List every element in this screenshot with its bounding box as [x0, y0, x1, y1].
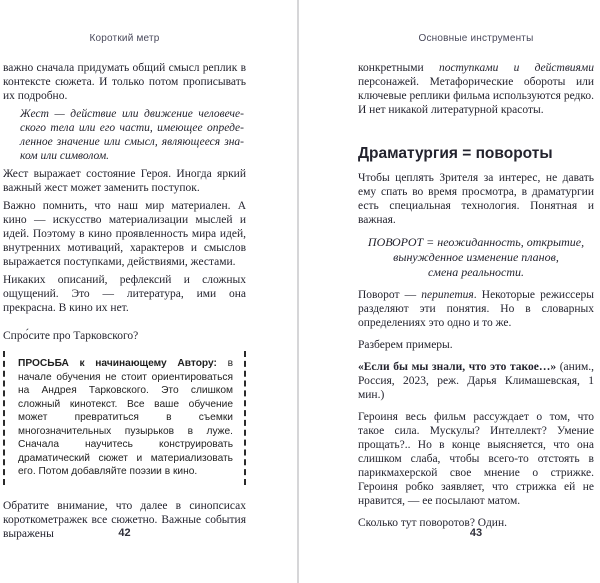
paragraph: конкретными поступками и действиями персонажей. Метафорические обороты или ключевые реплики фильма используются редко. И нет никакой литературной красоты. — [358, 62, 594, 116]
running-header: Короткий метр — [89, 33, 160, 44]
paragraph: Никаких описаний, рефлексий и сложных ощущений. Это — литература, ими она прекрасна. В кино их нет. — [3, 274, 246, 314]
section-heading: Драматургия = повороты — [358, 145, 553, 162]
page-gutter-divider — [297, 0, 299, 583]
paragraph: Поворот — перипетия. Некоторые режиссеры разделяют эти понятия. Но в словарных определениях это одно и то же. — [358, 289, 594, 329]
pull-quote: ПОВОРОТ = неожиданность, открытие, вынужденное изменение планов, смена реальности. — [367, 235, 585, 279]
left-page[interactable] — [3, 0, 246, 583]
paragraph: Важно помнить, что наш мир материален. А кино — искусство материализации мыслей и идей. Поэтому в кино проявленность мира идей, внутренних мотиваций, характеров и смыслов выражается поступками, действиями, жестами. — [3, 200, 246, 268]
right-page-body — [358, 61, 594, 530]
page-number: 42 — [118, 527, 131, 539]
paragraph: Сколько тут поворотов? Один. — [358, 517, 507, 529]
right-page[interactable] — [358, 0, 594, 583]
paragraph: Спро́сите про Тарковского? — [3, 330, 139, 342]
running-header: Основные инструменты — [418, 33, 534, 44]
paragraph: «Если бы мы знали, что это такое…» (аним., Россия, 2023, реж. Дарья Климашевская, 1 мин.) — [358, 361, 594, 401]
left-page-body — [3, 61, 246, 541]
paragraph: Героиня весь фильм рассуждает о том, что такое сила. Мускулы? Интеллект? Умение прощать?.. Но в конце выясняется, что она слишком слаба, чтобы всего-то отстоять в парикмахерской свое мнение о стрижке. Героиня робко заявляет, что стрижка ей не нравится, — ее посылают матом. — [358, 411, 594, 507]
paragraph: Обратите внимание, что далее в синопсисах короткометражек все сюжетно. Важные события выражены — [3, 499, 246, 540]
definition-quote: Жест — действие или движение человеческого тела или его части, имеющее определенное значение или смысл, являющееся знаком или символом. — [20, 108, 244, 162]
paragraph: Разберем примеры. — [358, 339, 453, 351]
paragraph: Чтобы цеплять Зрителя за интерес, не давать ему спать во время просмотра, в драматургии есть специальная технология. Понятная и важная. — [358, 172, 594, 226]
paragraph: Жест выражает состояние Героя. Иногда яркий важный жест может заменить поступок. — [3, 168, 246, 194]
note-box: ПРОСЬБА к начинающему Автору: в начале обучения не стоит ориентироваться на Андрея Тарковского. Это слишком сложный кинотекст. Все ваше обучение может превратиться в съемки многозначительных пузырьков в луже. Сначала научитесь конструировать драматический сюжет и материализовать его. Потом добавляйте поэзии в кино. — [3, 351, 246, 485]
page-number: 43 — [469, 527, 483, 539]
paragraph: важно сначала придумать общий смысл реплик в контексте сюжета. И только потом прописывать их подробно. — [3, 62, 246, 102]
